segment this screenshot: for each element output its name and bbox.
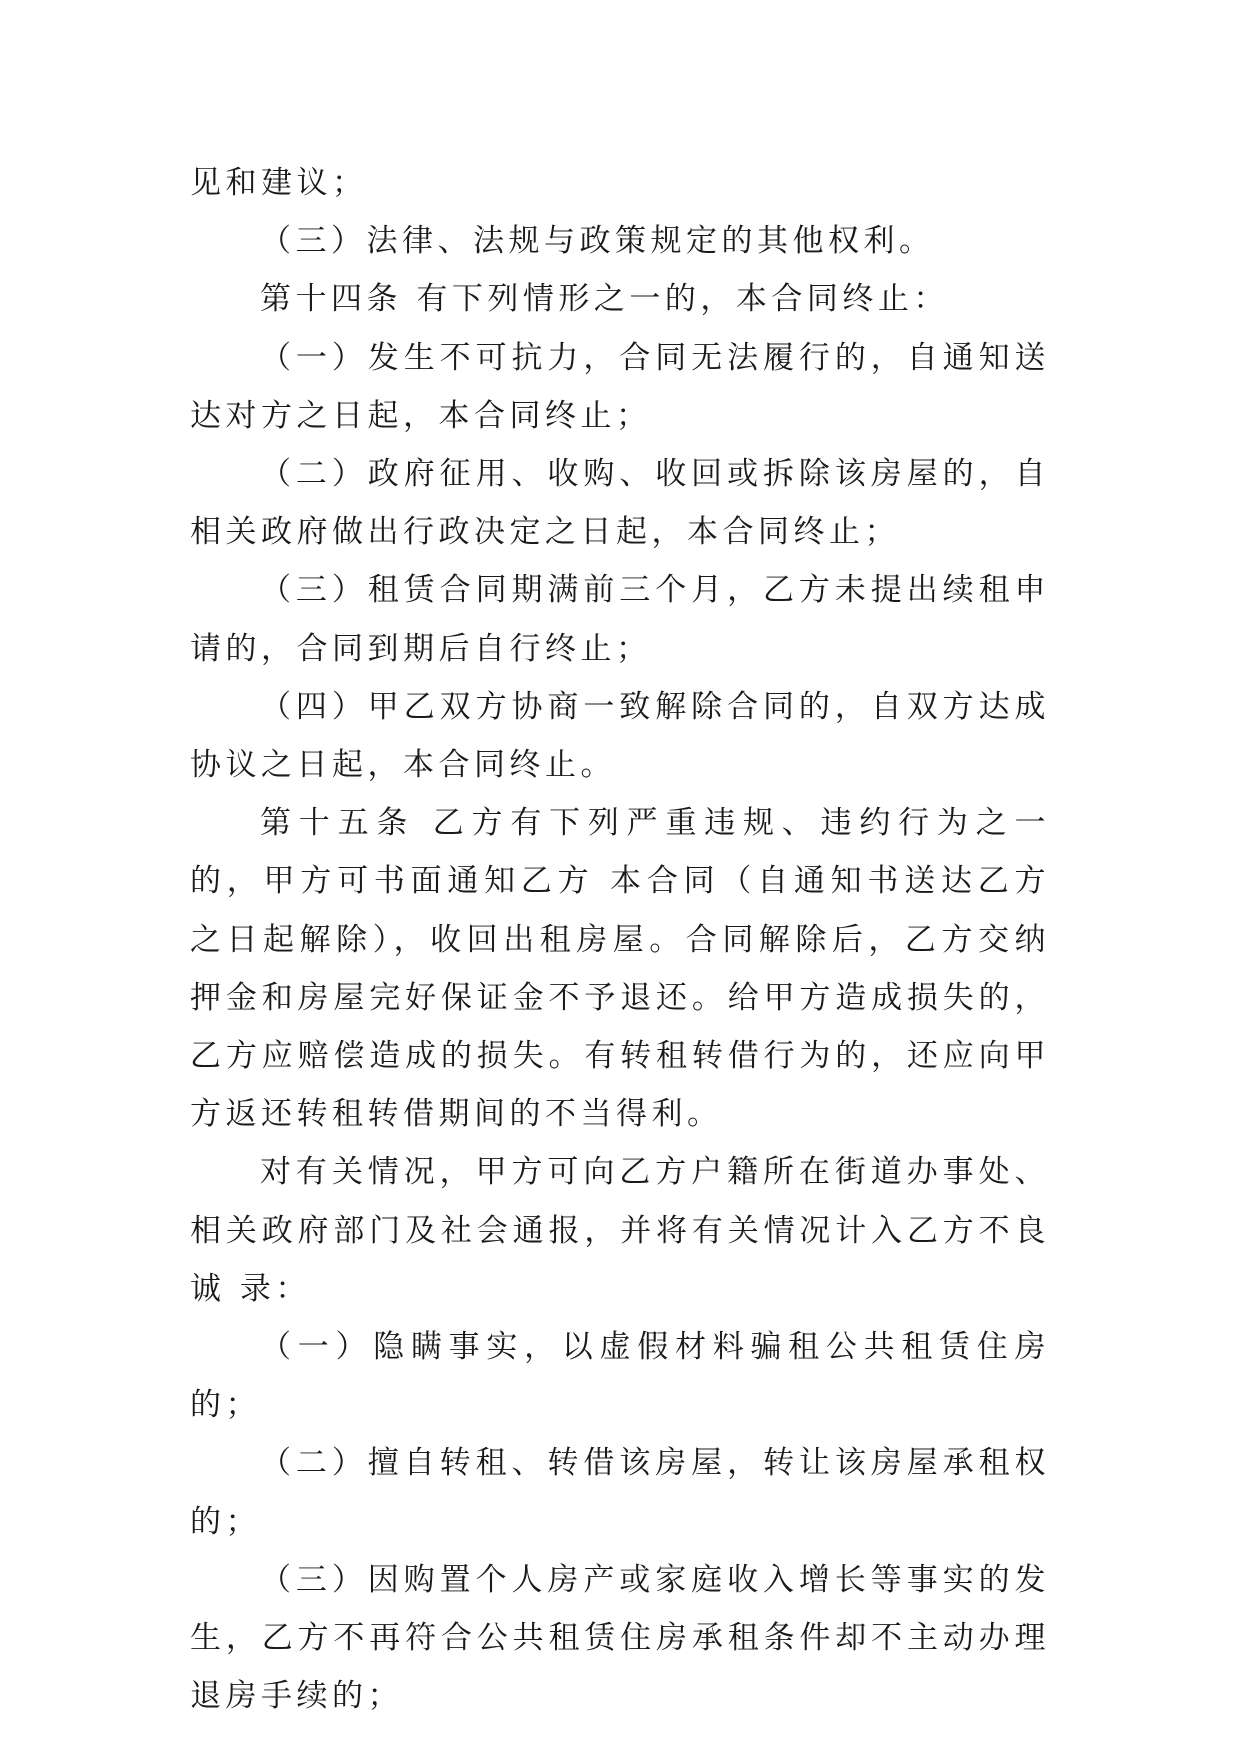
paragraph-article-15-item-2: （二）擅自转租、转借该房屋，转让该房屋承租权的； [190,1445,1050,1540]
paragraph-article-15: 第十五条 乙方有下列严重违规、违约行为之一的，甲方可书面通知乙方 本合同（自通知书送达乙方之日起解除），收回出租房屋。合同解除后，乙方交纳押金和房屋完好保证金不予退还。给甲方造成损失的，乙方应赔偿造成的损失。有转租转借行为的，还应向甲方返还转租转借期间的不当得利。 [190,805,1050,1133]
paragraph-article-14-item-1: （一）发生不可抗力，合同无法履行的，自通知送达对方之日起，本合同终止； [190,339,1050,434]
paragraph-article-15-item-1: （一）隐瞒事实，以虚假材料骗租公共租赁住房的； [190,1329,1050,1424]
paragraph-clause-13-item-3: （三）法律、法规与政策规定的其他权利。 [260,223,935,260]
paragraph-continuation: 见和建议； [190,165,368,201]
paragraph-article-14-item-3: （三）租赁合同期满前三个月，乙方未提出续租申请的，合同到期后自行终止； [190,572,1050,667]
document-body [190,154,1050,1725]
paragraph-article-14: 第十四条 有下列情形之一的，本合同终止： [260,281,949,318]
paragraph-article-14-item-2: （二）政府征用、收购、收回或拆除该房屋的，自相关政府做出行政决定之日起，本合同终止； [190,456,1050,551]
paragraph-article-15-item-3: （三）因购置个人房产或家庭收入增长等事实的发生，乙方不再符合公共租赁住房承租条件却不主动办理退房手续的； [190,1561,1050,1715]
paragraph-article-14-item-4: （四）甲乙双方协商一致解除合同的，自双方达成协议之日起，本合同终止。 [190,688,1050,784]
paragraph-article-15-notice: 对有关情况，甲方可向乙方户籍所在街道办事处、相关政府部门及社会通报，并将有关情况计入乙方不良诚 录： [190,1154,1050,1307]
